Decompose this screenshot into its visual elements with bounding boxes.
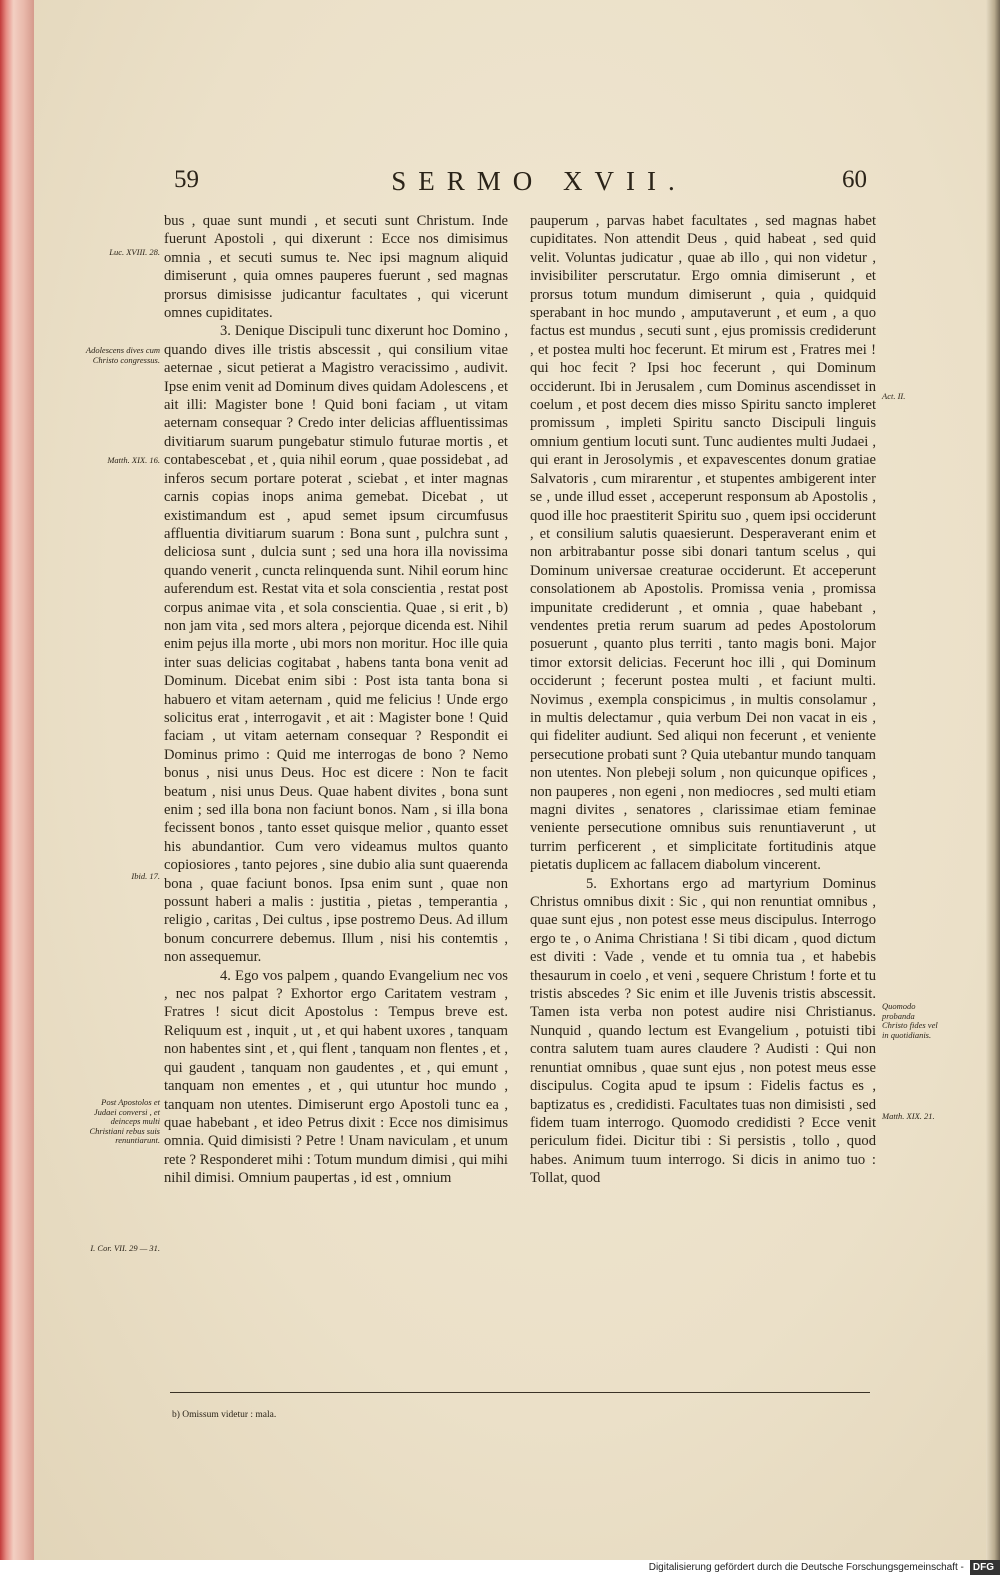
margin-note: Ibid. 17. <box>131 871 160 881</box>
paragraph: 4. Ego vos palpem , quando Evangelium nec vos , nec nos palpat ? Exhortor ergo Caritatem vestram , Fratres ! sicut dicit Apostolus : Tempus breve est. Reliquum est , inquit , ut , et qui habent uxores , tanquam non habentes sint , et , qui flent , tanquam non flentes , et , qui gaudent , tanquam non gaudentes , et , qui emunt , tanquam non ementes , et , qui utuntur hoc mundo , tanquam non utentes. Dimiserunt ergo Apostoli tunc ea , quae habebant , et ideo Petrus dixit : Ecce nos dimisimus omnia. Quid dimisisti ? Petre ! Unam naviculam , et unum rete ? Responderet mihi : Totum mundum dimisi , qui mihi nihil dimisi. Omnium paupertas , id est , omnium <box>164 967 508 1187</box>
paragraph: pauperum , parvas habet facultates , sed magnas habet cupiditates. Non attendit Deus , quid habeat , sed quid velit. Voluntas judicatur , quae ab illo , qui non videtur , invisibiliter perscrutatur. Ergo omnia dimiserunt , et prorsus totum mundum dimiserunt , quia , quidquid sperabant in hoc mundo , amputaverunt , et eum , a quo factus est mundus , secuti sunt , ejus promissis crediderunt , et postea multi hoc fecerunt. Et mirum est , Fratres mei ! qui hoc fecit ? Ipsi hoc fecerunt , qui Dominum occiderunt. Ibi in Jerusalem , cum Dominus ascendisset in coelum , et post decem dies misso Spiritu sancto impleret promissum , impleti Spiritu sancto Discipuli linguis omnium gentium locuti sunt. Tunc audientes multi Judaei , qui erant in Jerosolymis , et expavescentes donum gratiae Salvatoris , cum mirarentur , et stupentes ambigerent inter se , unde illud esset , acceperunt responsum ab Apostolis , quod ille hoc praestiterit Spiritu suo , quem ipsi occiderunt , et consilium salutis quaesierunt. Desperaverant enim et non arbitrabantur posse sibi donari tantum scelus , qui Dominum universae creaturae occiderunt. Et acceperunt consolationem ab Apostolis. Promissa venia , promissa impunitate crediderunt , et omnia , quae habebant , vendentes pretia rerum suarum ad pedes Apostolorum posuerunt , quanto plus territi , tanto magis boni. Major timor extorsit delicias. Fecerunt hoc illi , qui Dominum occiderunt ; fecerunt postea multi , et faciunt multi. Novimus , exempla conspicimus , in multis consolamur , in multis delectamur , quia verbum Dei non vacat in eis , qui fideliter audiunt. Sed aliqui non fecerunt , et veniente persecutione probati sunt ? Quia utebantur mundo tanquam non utentes. Non plebeji solum , non quicunque opifices , non pauperes , non egeni , non mediocres , sed multi etiam magni divites , senatores , clarissimae etiam feminae veniente persecutione omnibus suis renuntiaverunt , ut turrim perficerent , et simplicitate fortitudinis atque pietatis duplicem ac fallacem diabolum vincerent. <box>530 213 876 874</box>
margin-note: Act. II. <box>882 391 906 401</box>
paragraph: bus , quae sunt mundi , et secuti sunt Christum. Inde fuerunt Apostoli , qui dixerunt : Ecce nos dimisimus omnia , et secuti sumus te. Nec ipsi magnum aliquid dimiserunt , quia omnes pauperes fuerunt , sed magnas prorsus dimisisse judicantur facultates , qui vicerunt omnes cupiditates. <box>164 213 508 322</box>
margin-note: Matth. XIX. 21. <box>882 1111 935 1121</box>
running-head <box>34 166 986 206</box>
dfg-logo: DFG <box>970 1560 1000 1575</box>
book-page <box>34 0 986 1560</box>
footnote-rule <box>170 1392 870 1393</box>
page-edge <box>0 0 34 1560</box>
text-column-right <box>530 212 876 1188</box>
margin-note: Adolescens dives cum Christo congressus. <box>85 345 160 365</box>
margin-note: Luc. XVIII. 28. <box>109 247 160 257</box>
footer-text: Digitalisierung gefördert durch die Deutsche Forschungsgemeinschaft - <box>648 1562 964 1573</box>
folio-left: 59 <box>174 166 199 193</box>
paragraph: 5. Exhortans ergo ad martyrium Dominus Christus omnibus dixit : Sic , qui non renuntiat omnibus , quae sunt ejus , non potest esse meus discipulus. Interrogo ergo te , o Anima Christiana ! Si tibi dicam , quod dictum est diviti : Vade , vende et tu omnia tua , et habebis thesaurum in coelo , et veni , sequere Christum ! forte et tu tristis abscedes ? Sic enim et ille Juvenis tristis abscessit. Tamen ista verba non potest audire nisi Christianus. Nunquid , quando lectum est Evangelium , potuisti tibi contra salutem tuam aures claudere ? Audisti : Qui non renuntiat omnibus , quae sunt ejus , non potest meus esse discipulus. Cogita apud te ipsum : Fidelis factus es , baptizatus es , credidisti. Facultates tuas non dimisisti , sed fidem tuam interrogo. Quomodo credidisti ? Ecce venit periculum fidei. Dicitur tibi : Si persistis , tollo , quod habes. Animum tuum interrogo. Si dicis in animo tuo : Tollat, quod <box>530 875 876 1187</box>
folio-right: 60 <box>842 166 867 193</box>
page-title: SERMO XVII. <box>391 166 687 196</box>
margin-note: I. Cor. VII. 29 — 31. <box>90 1243 160 1253</box>
book-spine <box>986 0 1000 1560</box>
margin-note: Post Apostolos et Judaei conversi , et deinceps multi Christiani rebus suis renuntiarunt. <box>89 1097 160 1145</box>
margin-note: Quomodo probanda Christo fides vel in quotidianis. <box>882 1001 938 1040</box>
footnote: b) Omissum videtur : mala. <box>172 1410 277 1420</box>
digitization-footer <box>0 1560 1000 1575</box>
paragraph: 3. Denique Discipuli tunc dixerunt hoc Domino , quando dives ille tristis abscessit , qui consilium vitae aeternae , sicut petierat a Magistro veracissimo , audivit. Ipse enim venit ad Dominum dives quidam Adolescens , et ait illi: Magister bone ! Quid boni faciam , ut vitam aeternam consequar ? Credo inter delicias affluentissimas divitiarum suarum pungebatur stimulo futurae mortis , et contabescebat , et , quia nihil eorum , quae possidebat , ad inferos secum portare poterat , sciebat , et inter magnas carnis copias inops anima gemebat. Dicebat , ut existimandum est , apud semet ipsum circumfusus affluentia divitiarum suarum : Bona sunt , pulchra sunt , deliciosa sunt , dulcia sunt ; sed una hora illa novissima quando venerit , cuncta relinquenda sunt. Nihil eorum hinc auferendum est. Restat vita et sola conscientia , restat post corpus animae vita , et sola conscientia. Quae , si erit , b) non jam vita , sed mors altera , pejorque dicenda est. Nihil enim pejus illa morte , ubi mors non moritur. Hoc ille quia inter suas delicias cogitabat , habens tanta bona venit ad Dominum. Dicebat enim sibi : Post ista tanta bona si habuero et vitam aeternam , quid me felicius ! Unde ergo solicitus erat , interrogavit , et ait : Magister bone ! Quid faciam , ut vitam aeternam consequar ? Respondit ei Dominus primo : Quid me interrogas de bono ? Nemo bonus , nisi unus Deus. Hoc est dicere : Non te facit beatum , nisi unus Deus. Quae habent divites , bona sunt enim ; sed illa bona non faciunt bonos. Nam , si illa bona fecissent bonos , tanto esset quisque melior , quanto esset his abundantior. Cum vero videamus multos quanto copiosiores , tanto pejores , sine dubio alia sunt quaerenda bona , quae faciunt bonos. Ipsa enim sunt , quae non possunt haberi a malis : justitia , pietas , temperantia , religio , caritas , Dei cultus , ipse postremo Deus. Ad illum bonum concurrere debemus. Illum , nisi his contemtis , non assequemur. <box>164 323 508 966</box>
text-column-left <box>164 212 508 1188</box>
margin-note: Matth. XIX. 16. <box>107 455 160 465</box>
